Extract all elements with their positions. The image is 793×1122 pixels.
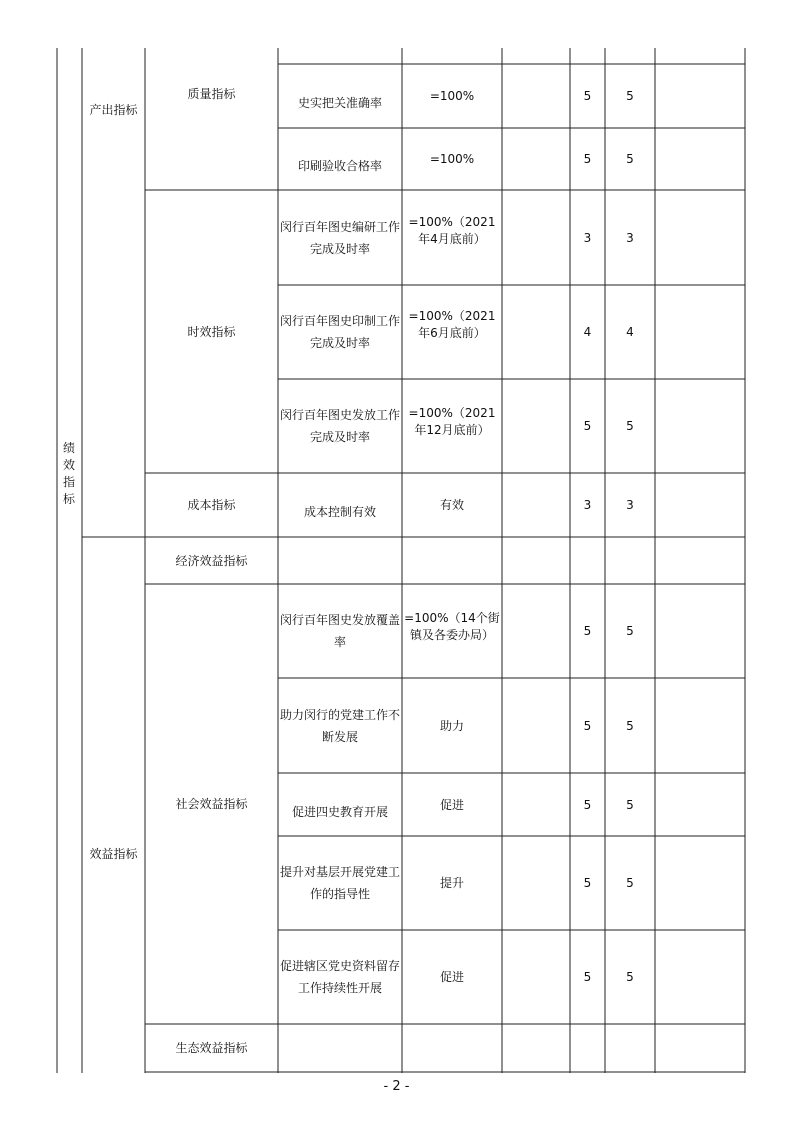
indicator-cell: 提升对基层开展党建工作的指导性 [280,865,401,901]
weight-cell: 3 [583,230,592,245]
level3-social-label: 社会效益指标 [175,797,248,811]
level1-label: 绩效指标 [63,441,76,506]
weight-cell: 4 [583,325,592,339]
target-cell: =100%（2021年6月底前） [408,309,496,340]
level3-economic-label: 经济效益指标 [175,553,248,568]
weight-cell: 3 [583,498,592,512]
indicator-cell: 闵行百年图史印制工作完成及时率 [280,314,401,350]
level3-quality-label: 质量指标 [187,87,236,101]
weight-cell: 5 [583,624,592,638]
score-cell: 4 [626,325,634,339]
indicator-cell: 促进辖区党史资料留存工作持续性开展 [280,959,401,995]
weight-cell: 5 [583,89,592,103]
score-cell: 5 [626,89,634,103]
target-cell: =100%（2021年4月底前） [408,214,496,246]
indicator-cell: 促进四史教育开展 [291,804,388,819]
weight-cell: 5 [583,876,592,890]
target-cell: 助力 [439,718,464,733]
weight-cell: 5 [583,718,592,733]
level3-ecological-label: 生态效益指标 [175,1041,248,1055]
target-cell: =100% [429,152,475,166]
indicator-cell: 史实把关准确率 [297,96,382,110]
score-cell: 5 [626,797,634,812]
score-cell: 5 [626,718,634,733]
target-cell: 提升 [439,876,464,890]
score-cell: 3 [626,230,634,245]
level2-output-label: 产出指标 [89,103,138,117]
weight-cell: 5 [583,152,592,166]
weight-cell: 5 [583,797,592,812]
level2-benefit-label: 效益指标 [89,847,138,861]
score-cell: 5 [626,876,634,890]
score-cell: 3 [626,498,634,512]
indicator-cell: 印刷验收合格率 [297,159,382,173]
page-number: - 2 - [383,1079,410,1094]
score-cell: 5 [626,970,634,984]
weight-cell: 5 [583,419,592,433]
score-cell: 5 [626,624,634,638]
target-cell: 促进 [439,970,464,984]
indicator-cell: 闵行百年图史编研工作完成及时率 [280,219,401,256]
target-cell: =100% [429,89,475,103]
score-cell: 5 [626,419,634,433]
indicator-cell: 成本控制有效 [303,505,376,519]
target-cell: =100%（14个街镇及各委办局） [404,611,500,642]
target-cell: 有效 [439,498,464,512]
indicator-cell: 助力闵行的党建工作不断发展 [280,707,401,744]
weight-cell: 5 [583,970,592,984]
level3-timeliness-label: 时效指标 [187,324,236,339]
score-cell: 5 [626,152,634,166]
indicator-cell: 闵行百年图史发放工作完成及时率 [280,408,401,444]
target-cell: =100%（2021年12月底前） [408,406,496,437]
target-cell: 促进 [439,797,464,812]
level3-cost-label: 成本指标 [187,498,236,512]
indicator-cell: 闵行百年图史发放覆盖率 [280,613,401,649]
